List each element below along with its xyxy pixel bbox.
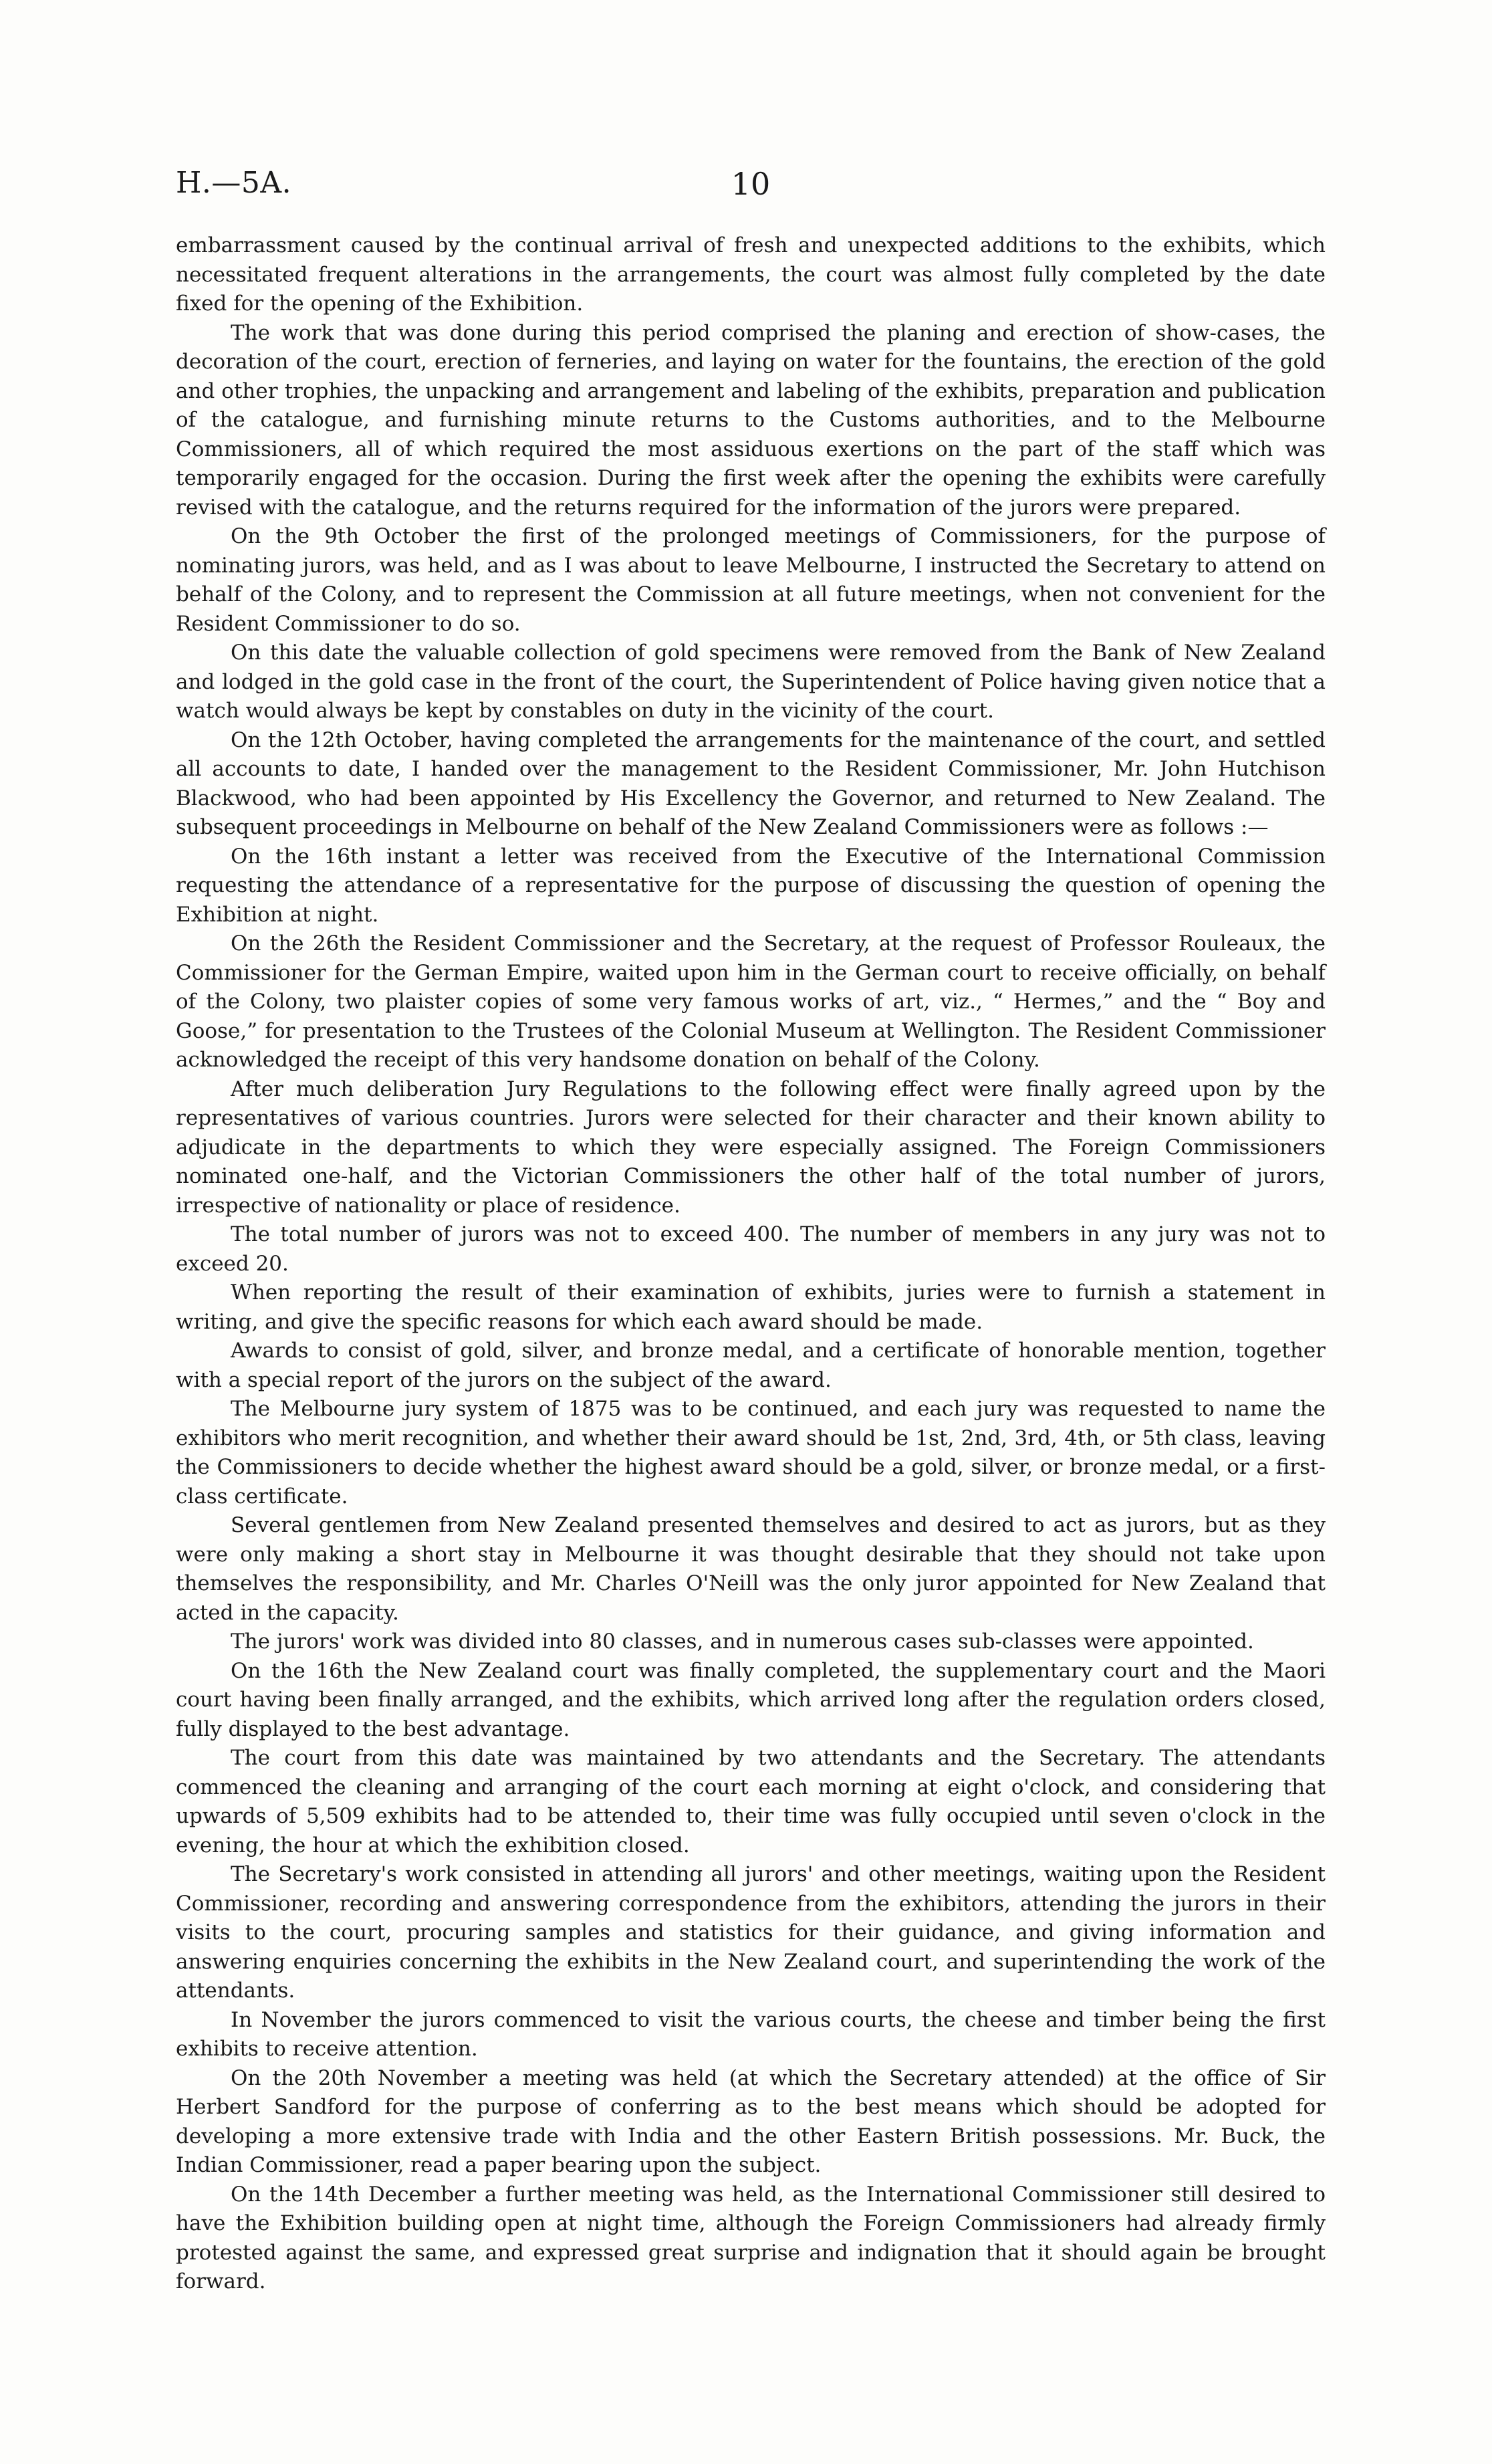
document-reference: H.—5A.	[176, 166, 292, 200]
paragraph: embarrassment caused by the continual arrival of fresh and unexpected additions to the exhibits, which necessitated frequent alterations in the arrangements, the court was almost fully completed by the date fixed for the opening of the Exhibition.	[176, 233, 1326, 316]
paragraph: The Melbourne jury system of 1875 was to be continued, and each jury was requested to name the exhibitors who merit recognition, and whether their award should be 1st, 2nd, 3rd, 4th, or 5th class, leaving the Commissioners to decide whether the highest award should be a gold, silver, or bronze medal, or a first-class certificate.	[176, 1397, 1326, 1508]
paragraph: When reporting the result of their examination of exhibits, juries were to furnish a statement in writing, and give the specific reasons for which each award should be made.	[176, 1280, 1326, 1334]
paragraph: Awards to consist of gold, silver, and bronze medal, and a certificate of honorable mention, together with a special report of the jurors on the subject of the award.	[176, 1339, 1326, 1392]
paragraph: The work that was done during this period comprised the planing and erection of show-cases, the decoration of the court, erection of ferneries, and laying on water for the fountains, the erection of the gold and other trophies, the unpacking and arrangement and labeling of the exhibits, preparation and publication of the catalogue, and furnishing minute returns to the Customs authorities, and to the Melbourne Commissioners, all of which required the most assiduous exertions on the part of the staff which was temporarily engaged for the occasion. During the first week after the opening the exhibits were carefully revised with the catalogue, and the returns required for the information of the jurors were prepared.	[176, 320, 1326, 520]
page-header	[176, 166, 1326, 209]
paragraph: On the 12th October, having completed the arrangements for the maintenance of the court, and settled all accounts to date, I handed over the management to the Resident Commissioner, Mr. John Hutchison Blackwood, who had been appointed by His Excellency the Governor, and returned to New Zealand. The subsequent proceedings in Melbourne on behalf of the New Zealand Commissioners were as follows :—	[176, 727, 1326, 839]
paragraph: On the 14th December a further meeting was held, as the International Commissioner still desired to have the Exhibition building open at night time, although the Foreign Commissioners had already firmly protested against the same, and expressed great surprise and indignation that it should again be brought forward.	[176, 2182, 1326, 2293]
paragraph: On the 26th the Resident Commissioner and the Secretary, at the request of Professor Rouleaux, the Commissioner for the German Empire, waited upon him in the German court to receive officially, on behalf of the Colony, two plaister copies of some very famous works of art, viz., “ Hermes,” and the “ Boy and Goose,” for presentation to the Trustees of the Colonial Museum at Wellington. The Resident Commissioner acknowledged the receipt of this very handsome donation on behalf of the Colony.	[176, 931, 1326, 1072]
paragraph: On the 9th October the first of the prolonged meetings of Commissioners, for the purpose of nominating jurors, was held, and as I was about to leave Melbourne, I instructed the Secretary to attend on behalf of the Colony, and to represent the Commission at all future meetings, when not convenient for the Resident Commissioner to do so.	[176, 524, 1326, 636]
paragraph: On this date the valuable collection of gold specimens were removed from the Bank of New Zealand and lodged in the gold case in the front of the court, the Superintendent of Police having given notice that a watch would always be kept by constables on duty in the vicinity of the court.	[176, 641, 1326, 723]
paragraph: Several gentlemen from New Zealand presented themselves and desired to act as jurors, but as they were only making a short stay in Melbourne it was thought desirable that they should not take upon themselves the responsibility, and Mr. Charles O'Neill was the only juror appointed for New Zealand that acted in the capacity.	[176, 1513, 1326, 1625]
body-text	[176, 231, 1326, 2297]
page-number: 10	[731, 166, 771, 202]
paragraph: On the 16th instant a letter was received from the Executive of the International Commission requesting the attendance of a representative for the purpose of discussing the question of opening the Exhibition at night.	[176, 844, 1326, 927]
paragraph: On the 20th November a meeting was held (at which the Secretary attended) at the office of Sir Herbert Sandford for the purpose of conferring as to the best means which should be adopted for developing a more extensive trade with India and the other Eastern British possessions. Mr. Buck, the Indian Commissioner, read a paper bearing upon the subject.	[176, 2065, 1326, 2177]
paragraph: In November the jurors commenced to visit the various courts, the cheese and timber being the first exhibits to receive attention.	[176, 2007, 1326, 2061]
paragraph: After much deliberation Jury Regulations to the following effect were finally agreed upon by the representatives of various countries. Jurors were selected for their character and their known ability to adjudicate in the departments to which they were especially assigned. The Foreign Commissioners nominated one-half, and the Victorian Commissioners the other half of the total number of jurors, irrespective of nationality or place of residence.	[176, 1077, 1326, 1218]
paragraph: The jurors' work was divided into 80 classes, and in numerous cases sub-classes were appointed.	[231, 1630, 1254, 1654]
paragraph: The total number of jurors was not to exceed 400. The number of members in any jury was not to exceed 20.	[176, 1222, 1326, 1276]
paragraph: The Secretary's work consisted in attending all jurors' and other meetings, waiting upon the Resident Commissioner, recording and answering correspondence from the exhibitors, attending the jurors in their visits to the court, procuring samples and statistics for their guidance, and giving information and answering enquiries concerning the exhibits in the New Zealand court, and superintending the work of the attendants.	[176, 1862, 1326, 2003]
paragraph: On the 16th the New Zealand court was finally completed, the supplementary court and the Maori court having been finally arranged, and the exhibits, which arrived long after the regulation orders closed, fully displayed to the best advantage.	[176, 1658, 1326, 1741]
paragraph: The court from this date was maintained by two attendants and the Secretary. The attendants commenced the cleaning and arranging of the court each morning at eight o'clock, and considering that upwards of 5,509 exhibits had to be attended to, their time was fully occupied until seven o'clock in the evening, the hour at which the exhibition closed.	[176, 1746, 1326, 1858]
